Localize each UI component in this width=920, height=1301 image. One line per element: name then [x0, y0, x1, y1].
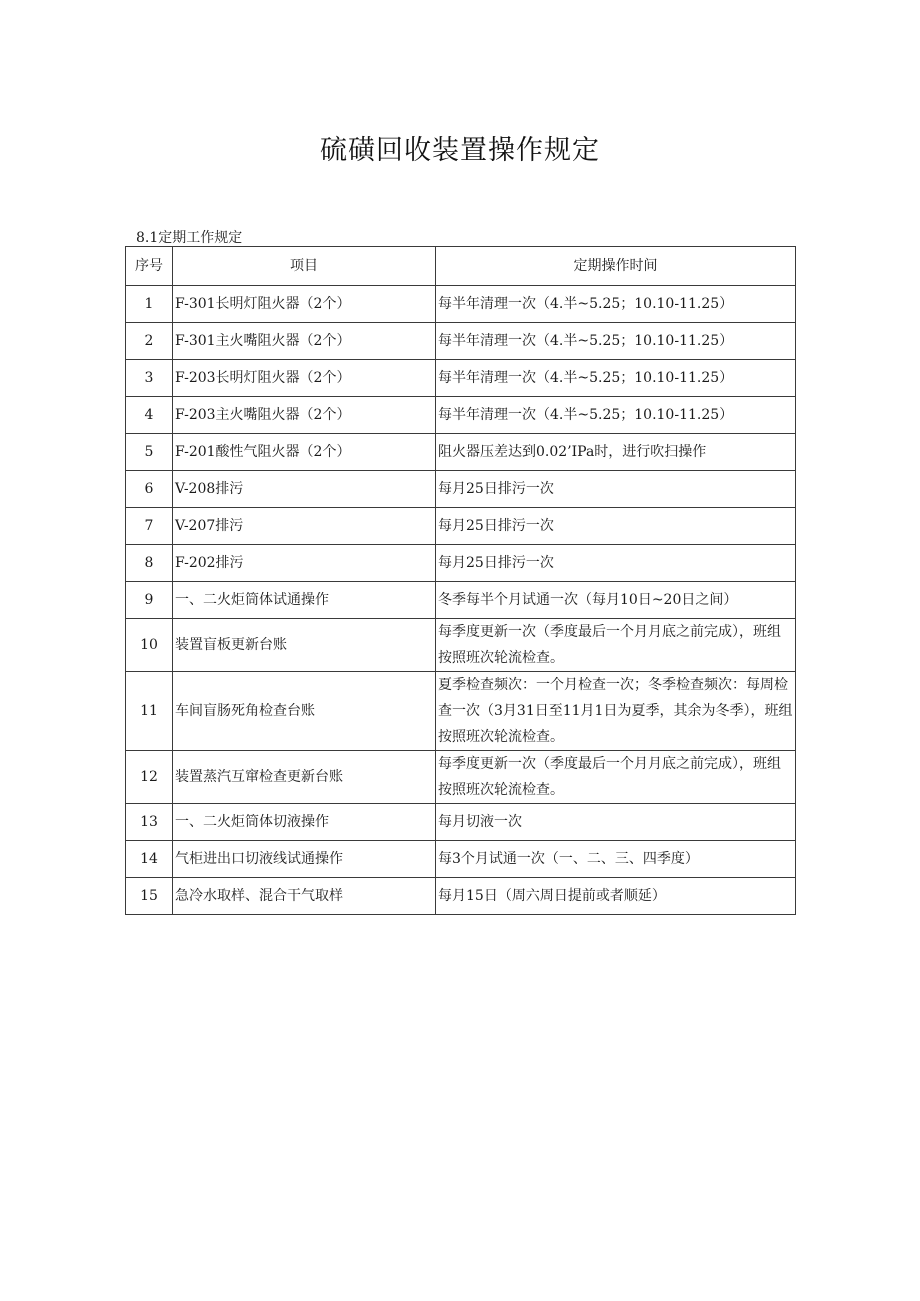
table-row — [126, 471, 796, 508]
row-schedule: 每半年清理一次（4.半~5.25；10.10-11.25） — [436, 323, 796, 360]
row-item: 装置盲板更新台账 — [173, 619, 436, 672]
row-schedule: 每月25日排污一次 — [436, 545, 796, 582]
row-item: 车间盲肠死角检查台账 — [173, 672, 436, 751]
row-item: F-201酸性气阻火器（2个） — [173, 434, 436, 471]
table-row — [126, 397, 796, 434]
row-schedule: 每季度更新一次（季度最后一个月月底之前完成），班组按照班次轮流检查。 — [436, 619, 796, 672]
row-item: 气柜进出口切液线试通操作 — [173, 841, 436, 878]
table-row — [126, 360, 796, 397]
row-number: 4 — [126, 397, 173, 434]
row-item: 一、二火炬筒体切液操作 — [173, 804, 436, 841]
header-no: 序号 — [126, 247, 173, 286]
table-body — [126, 286, 796, 915]
row-number: 7 — [126, 508, 173, 545]
row-schedule: 每月切液一次 — [436, 804, 796, 841]
table-row — [126, 323, 796, 360]
row-schedule: 每季度更新一次（季度最后一个月月底之前完成），班组按照班次轮流检查。 — [436, 751, 796, 804]
section-heading: 8.1定期工作规定 — [136, 230, 243, 246]
row-item: F-203长明灯阻火器（2个） — [173, 360, 436, 397]
row-number: 6 — [126, 471, 173, 508]
row-number: 3 — [126, 360, 173, 397]
table-row — [126, 582, 796, 619]
row-number: 2 — [126, 323, 173, 360]
row-schedule: 每半年清理一次（4.半~5.25；10.10-11.25） — [436, 360, 796, 397]
row-schedule: 每月25日排污一次 — [436, 471, 796, 508]
row-schedule: 每3个月试通一次（一、二、三、四季度） — [436, 841, 796, 878]
row-schedule: 每半年清理一次（4.半~5.25；10.10-11.25） — [436, 397, 796, 434]
row-schedule: 每月15日（周六周日提前或者顺延） — [436, 878, 796, 915]
table-row — [126, 434, 796, 471]
row-item: V-207排污 — [173, 508, 436, 545]
row-item: 装置蒸汽互窜检查更新台账 — [173, 751, 436, 804]
row-item: F-301长明灯阻火器（2个） — [173, 286, 436, 323]
row-schedule: 阻火器压差达到0.02’IPa时，进行吹扫操作 — [436, 434, 796, 471]
row-number: 14 — [126, 841, 173, 878]
table-header-row — [126, 247, 796, 286]
row-schedule: 每半年清理一次（4.半~5.25；10.10-11.25） — [436, 286, 796, 323]
row-schedule: 每月25日排污一次 — [436, 508, 796, 545]
row-item: F-203主火嘴阻火器（2个） — [173, 397, 436, 434]
row-number: 5 — [126, 434, 173, 471]
table-row — [126, 804, 796, 841]
row-number: 1 — [126, 286, 173, 323]
row-number: 11 — [126, 672, 173, 751]
row-number: 12 — [126, 751, 173, 804]
table-row — [126, 286, 796, 323]
row-number: 10 — [126, 619, 173, 672]
table-row — [126, 751, 796, 804]
row-item: 一、二火炬筒体试通操作 — [173, 582, 436, 619]
table-row — [126, 545, 796, 582]
row-item: F-301主火嘴阻火器（2个） — [173, 323, 436, 360]
document-title: 硫磺回收装置操作规定 — [320, 135, 600, 166]
table-row — [126, 619, 796, 672]
row-schedule: 夏季检查频次：一个月检查一次；冬季检查频次：每周检查一次（3月31日至11月1日为夏季，其余为冬季），班组按照班次轮流检查。 — [436, 672, 796, 751]
row-item: V-208排污 — [173, 471, 436, 508]
row-item: 急冷水取样、混合干气取样 — [173, 878, 436, 915]
header-time: 定期操作时间 — [436, 247, 796, 286]
schedule-table — [125, 246, 796, 915]
row-number: 13 — [126, 804, 173, 841]
row-number: 8 — [126, 545, 173, 582]
row-number: 9 — [126, 582, 173, 619]
table-row — [126, 878, 796, 915]
header-item: 项目 — [173, 247, 436, 286]
row-number: 15 — [126, 878, 173, 915]
table-row — [126, 508, 796, 545]
table-row — [126, 841, 796, 878]
row-schedule: 冬季每半个月试通一次（每月10日~20日之间） — [436, 582, 796, 619]
row-item: F-202排污 — [173, 545, 436, 582]
table-row — [126, 672, 796, 751]
